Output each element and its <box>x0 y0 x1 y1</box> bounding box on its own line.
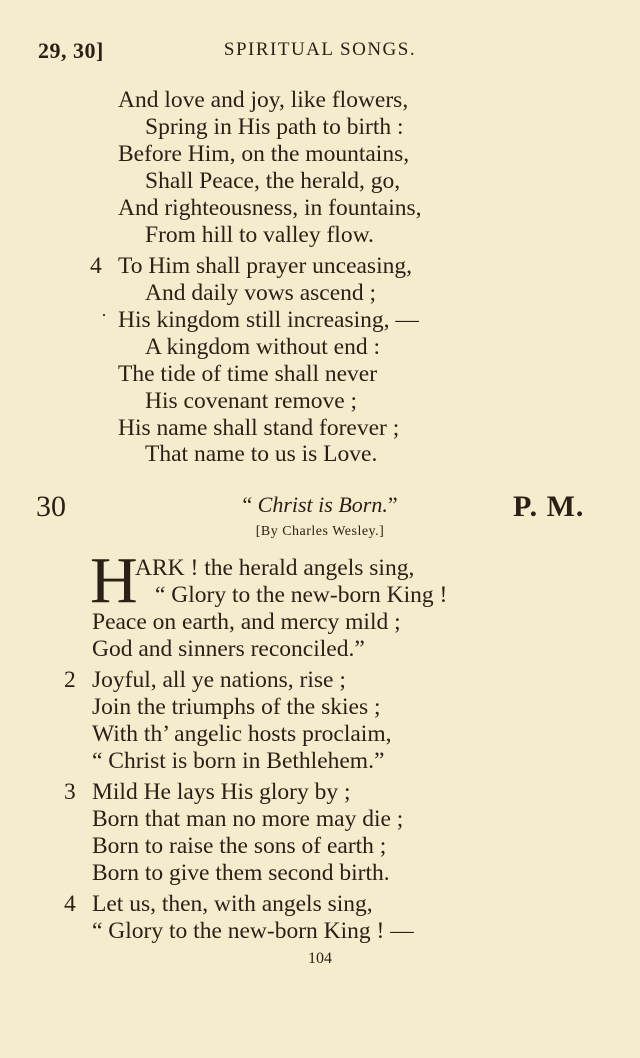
hymn-number: 30 <box>36 490 66 523</box>
verse-line: ARK ! the herald angels sing, <box>135 555 415 581</box>
hymn-author: [By Charles Wesley.] <box>255 524 385 539</box>
title-open-quote: “ <box>242 492 258 517</box>
verse-line: “ Christ is born in Bethlehem.” <box>92 748 385 774</box>
title-text: Christ is Born. <box>257 492 388 517</box>
hymn-meter: P. M. <box>513 490 585 523</box>
verse-line: God and sinners reconciled.” <box>92 636 365 662</box>
verse-line: Born to raise the sons of earth ; <box>92 833 387 859</box>
stanza-number: 3 <box>64 779 76 805</box>
verse-line: Born that man no more may die ; <box>92 806 404 832</box>
verse-line: Born to give them second birth. <box>92 860 390 886</box>
drop-cap: H <box>90 544 138 617</box>
verse-line: With th’ angelic hosts proclaim, <box>92 721 392 747</box>
verse-line: “ Glory to the new-born King ! <box>155 582 448 608</box>
verse-line: Joyful, all ye nations, rise ; <box>92 667 346 693</box>
verse-line: His kingdom still increasing, — <box>118 307 419 333</box>
verse-line: The tide of time shall never <box>118 361 378 387</box>
page-number: 104 <box>308 950 332 967</box>
title-close-quote: ” <box>387 492 398 517</box>
verse-line: Shall Peace, the herald, go, <box>145 168 401 194</box>
header-hymn-range: 29, 30] <box>38 38 104 63</box>
verse-line: Let us, then, with angels sing, <box>92 891 373 917</box>
stray-mark: · <box>101 305 107 325</box>
verse-line: Peace on earth, and mercy mild ; <box>92 609 401 635</box>
verse-line: Join the triumphs of the skies ; <box>92 694 381 720</box>
stanza-number: 2 <box>64 667 76 693</box>
verse-line: Mild He lays His glory by ; <box>92 779 351 805</box>
verse-line: A kingdom without end : <box>145 334 380 360</box>
verse-line: That name to us is Love. <box>145 441 378 467</box>
verse-line: And love and joy, like flowers, <box>118 87 409 113</box>
stanza-number: 4 <box>64 891 76 917</box>
verse-line: His name shall stand forever ; <box>118 415 400 441</box>
verse-line: From hill to valley flow. <box>145 222 374 248</box>
verse-line: Spring in His path to birth : <box>145 114 404 140</box>
verse-line: Before Him, on the mountains, <box>118 141 410 167</box>
verse-line: To Him shall prayer unceasing, <box>118 253 412 279</box>
verse-line: His covenant remove ; <box>145 388 358 414</box>
verse-line: “ Glory to the new-born King ! — <box>92 918 414 944</box>
verse-line: And daily vows ascend ; <box>145 280 377 306</box>
verse-line: And righteousness, in fountains, <box>118 195 422 221</box>
running-title: SPIRITUAL SONGS. <box>223 39 417 60</box>
stanza-number: 4 <box>90 253 102 279</box>
